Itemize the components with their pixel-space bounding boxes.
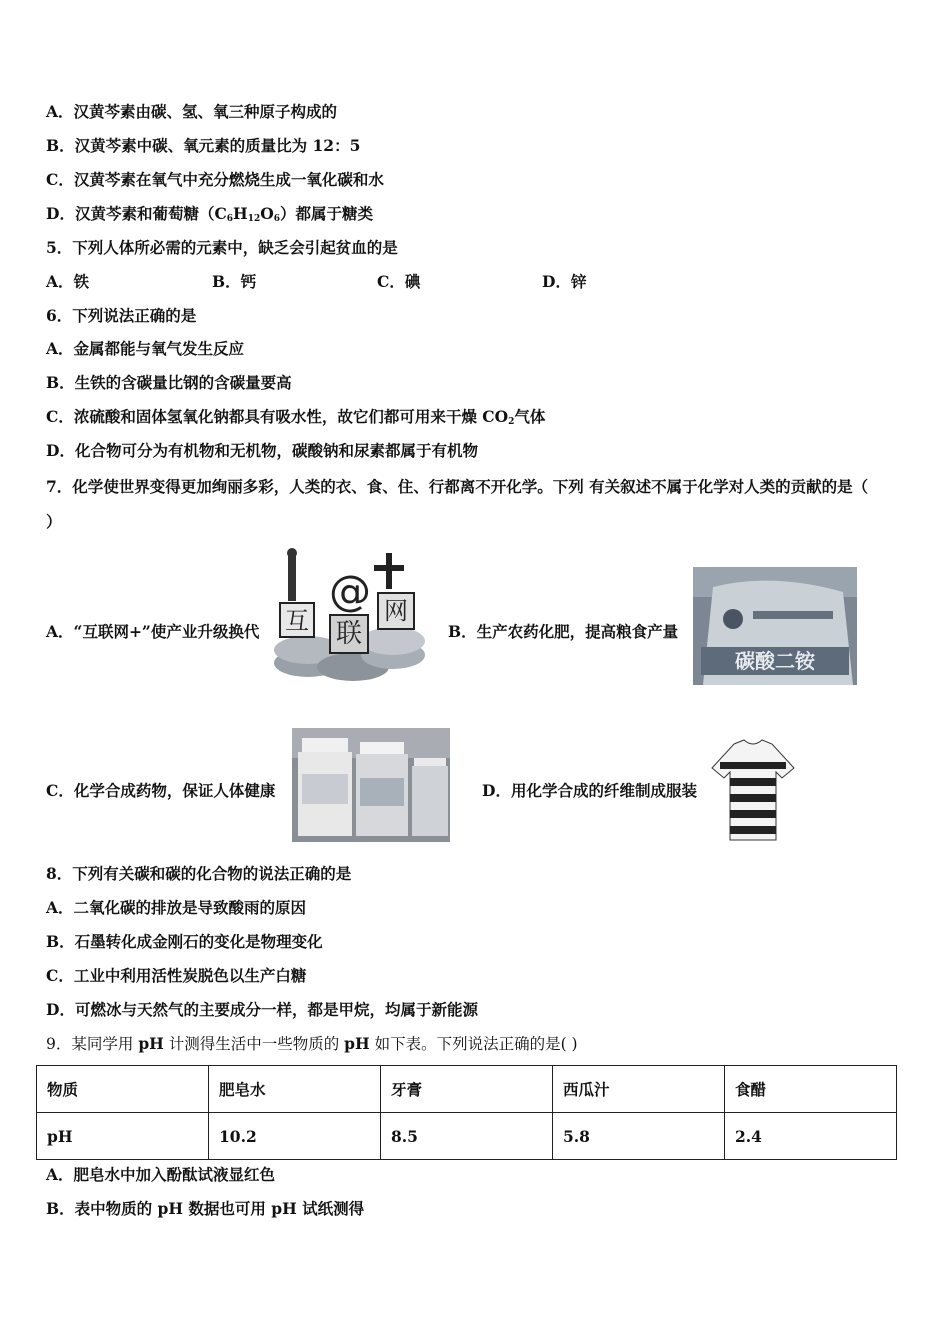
q8-option-b: B．石墨转化成金刚石的变化是物理变化 — [46, 932, 323, 951]
table-cell: 牙膏 — [381, 1066, 553, 1113]
q8-option-d: D．可燃冰与天然气的主要成分一样，都是甲烷，均属于新能源 — [46, 1000, 478, 1019]
medicine-bottles-image — [292, 728, 450, 842]
q5-stem: 5．下列人体所必需的元素中，缺乏会引起贫血的是 — [46, 238, 398, 257]
q6-option-d: D．化合物可分为有机物和无机物，碳酸钠和尿素都属于有机物 — [46, 441, 478, 460]
img-char-lian: 联 — [335, 619, 363, 649]
q5-option-b: B．钙 — [212, 272, 257, 291]
table-cell: 2.4 — [725, 1113, 897, 1160]
q4-option-d: D．汉黄芩素和葡萄糖$(C_6H_{12}O_6)$都属于糖类 — [46, 204, 374, 224]
q6-option-a: A．金属都能与氧气发生反应 — [46, 339, 245, 358]
img-char-hu: 互 — [285, 607, 309, 635]
table-header-row — [37, 1066, 897, 1113]
table-cell: 物质 — [37, 1066, 209, 1113]
table-cell: 食醋 — [725, 1066, 897, 1113]
q8-stem: 8．下列有关碳和碳的化合物的说法正确的是 — [46, 864, 352, 883]
q7-option-a: A．“互联网+”使产业升级换代 — [46, 622, 260, 641]
table-cell: 5.8 — [553, 1113, 725, 1160]
internet-plus-image — [268, 545, 430, 685]
table-cell: 10.2 — [209, 1113, 381, 1160]
q6-option-b: B．生铁的含碳量比钢的含碳量要高 — [46, 373, 292, 392]
q8-option-a: A．二氧化碳的排放是导致酸雨的原因 — [46, 898, 307, 917]
table-cell: 肥皂水 — [209, 1066, 381, 1113]
q7-option-d: D．用化学合成的纤维制成服装 — [482, 781, 697, 800]
q9-option-b: B．表中物质的 pH 数据也可用 pH 试纸测得 — [46, 1199, 365, 1218]
q5-option-d: D．锌 — [542, 272, 587, 291]
img-bag-text: 碳酸二铵 — [735, 649, 815, 673]
q7-option-b: B．生产农药化肥，提高粮食产量 — [448, 622, 679, 641]
q9-stem: 9．某同学用 pH 计测得生活中一些物质的 pH 如下表。下列说法正确的是( ) — [46, 1034, 578, 1053]
q7-option-c: C．化学合成药物，保证人体健康 — [46, 781, 276, 800]
svg-text:@: @ — [329, 566, 371, 615]
q5-option-c: C．碘 — [377, 272, 421, 291]
q4-option-b: B．汉黄芩素中碳、氧元素的质量比为 12：5 — [46, 136, 361, 155]
table-cell: 8.5 — [381, 1113, 553, 1160]
table-cell: pH — [37, 1113, 209, 1160]
striped-shirt-image — [710, 738, 796, 842]
q6-option-c: C．浓硫酸和固体氢氧化钠都具有吸水性，故它们都可用来干燥 $CO_2$气体 — [46, 407, 546, 427]
q4-option-a: A．汉黄芩素由碳、氢、氧三种原子构成的 — [46, 102, 338, 121]
fertilizer-bag-image — [693, 567, 857, 685]
img-char-wang: 网 — [384, 597, 408, 625]
table-row — [37, 1113, 897, 1160]
q6-stem: 6．下列说法正确的是 — [46, 306, 197, 325]
q7-stem-end: ） — [46, 512, 62, 531]
q7-stem: 7．化学使世界变得更加绚丽多彩，人类的衣、食、住、行都离不开化学。下列 有关叙述不属于化学对人类的贡献的是（ — [46, 477, 869, 496]
ph-table — [36, 1065, 897, 1160]
q4-option-c: C．汉黄芩素在氧气中充分燃烧生成一氧化碳和水 — [46, 170, 384, 189]
q5-option-a: A．铁 — [46, 272, 90, 291]
table-cell: 西瓜汁 — [553, 1066, 725, 1113]
q8-option-c: C．工业中利用活性炭脱色以生产白糖 — [46, 966, 307, 985]
q9-option-a: A．肥皂水中加入酚酞试液显红色 — [46, 1165, 276, 1184]
